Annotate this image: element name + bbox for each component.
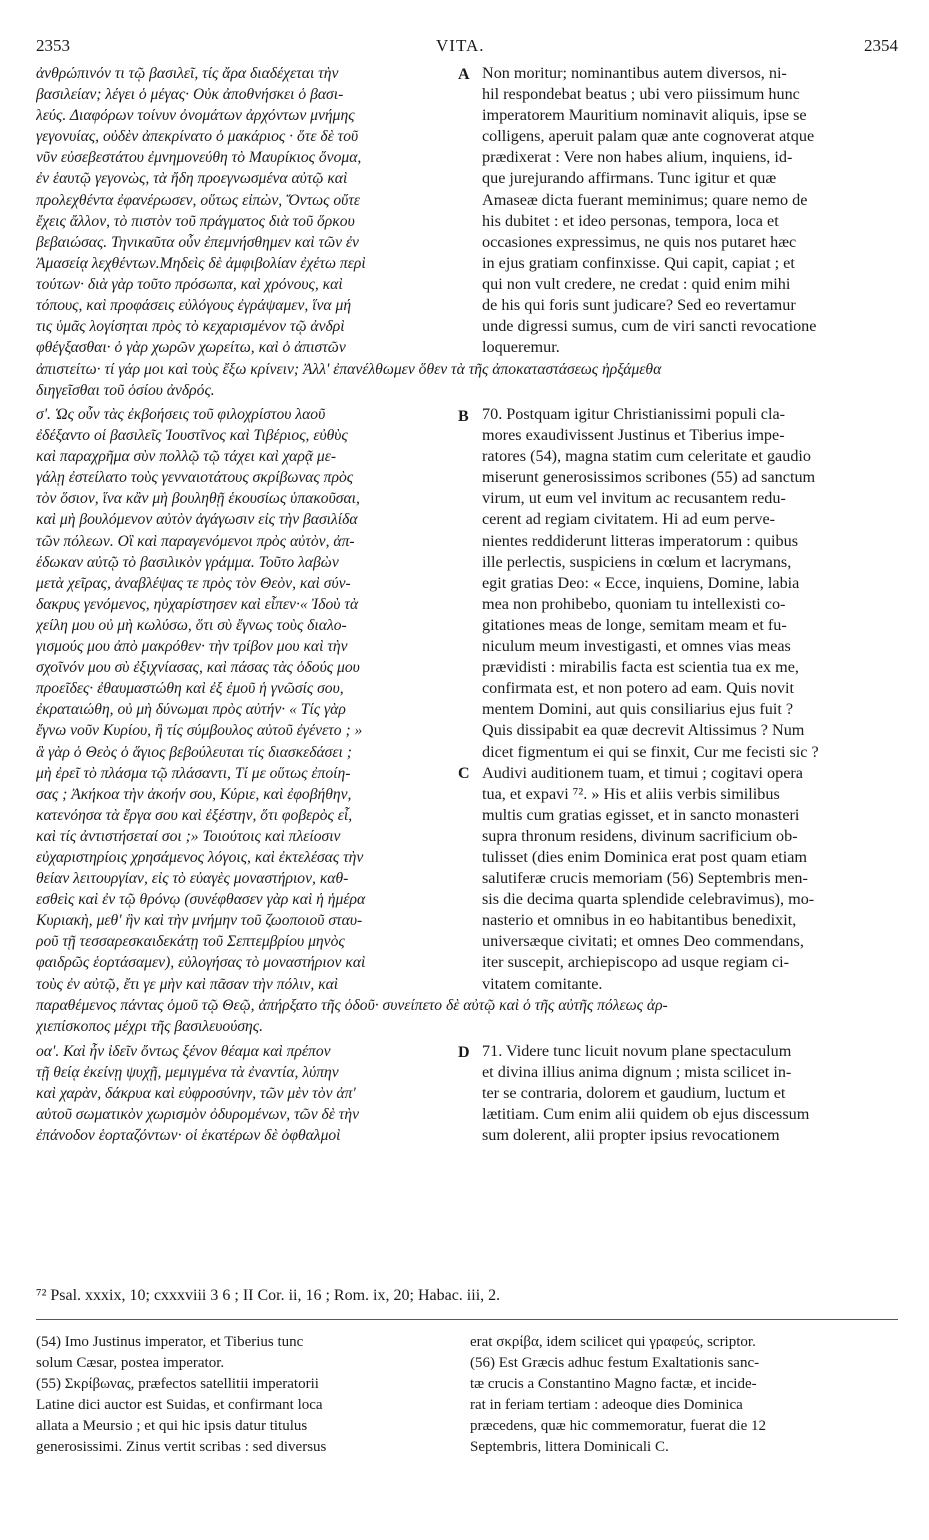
text-line: egit gratias Deo: « Ecce, inquiens, Domine, labia	[482, 573, 800, 592]
text-line: erat σκρίβα, idem scilicet qui γραφεύς, scriptor.	[470, 1334, 756, 1350]
text-line: sum dolerent, alii propter ipsius revocationem	[482, 1126, 780, 1145]
text-line: μετὰ χεῖρας, ἀναβλέψας τε πρὸς τὸν Θεὸν, καὶ σύν-	[36, 574, 351, 592]
text-line: καὶ χαρὰν, δάκρυα καὶ εὐφροσύνην, τῶν μὲν τὸν ἀπ'	[36, 1085, 356, 1103]
text-line: Ἀμασείᾳ λεχθέντων.Μηδεὶς δὲ ἀμφιβολίαν ἐχέτω περὶ	[36, 254, 366, 272]
text-line: ἔχεις ἄλλον, τὸ πιστὸν τοῦ πράγματος διὰ τοῦ ὅρκου	[36, 212, 355, 230]
latin-column-2	[482, 404, 894, 995]
text-line: prædixerat : Vere non habes alium, inquiens, id-	[482, 148, 793, 167]
text-line: 70. Postquam igitur Christianissimi populi cla-	[482, 405, 786, 423]
text-line: ἃ γὰρ ὁ Θεὸς ὁ ἅγιος βεβούλευται τίς διασκεδάσει ;	[36, 743, 352, 761]
text-line: σ'. Ὡς οὖν τὰς ἐκβοήσεις τοῦ φιλοχρίστου λαοῦ	[36, 406, 326, 423]
text-line: occasiones expressimus, ne quis nos putaret hæc	[482, 232, 797, 251]
text-line: τόπους, καὶ προφάσεις εὐλόγους ἐγράψαμεν, ἵνα μή	[36, 297, 352, 315]
text-line: Amaseæ dicta fuerant meminimus; quare nemo de	[482, 190, 808, 209]
text-line: vitatem comitante.	[482, 974, 603, 993]
text-line: ἐν ἑαυτῷ γεγονὼς, τὰ ἤδη προεγνωσμένα αὐτῷ καὶ	[36, 170, 348, 188]
text-line: sis die decima quarta splendide celebravimus), mo-	[482, 890, 815, 909]
text-line: unde digressi sumus, cum de viri sancti revocatione	[482, 317, 817, 336]
text-line: miserunt generosissimos scribones (55) ad sanctum	[482, 468, 816, 487]
text-line: τῇ θείᾳ ἐκείνῃ ψυχῇ, μεμιγμένα τὰ ἐναντία, λύπην	[36, 1064, 339, 1082]
text-line: εσθεὶς καὶ ἐν τῷ θρόνῳ (συνέφθασεν γὰρ καὶ ἡ ἡμέρα	[36, 891, 366, 909]
text-line: καὶ παραχρῆμα σὺν πολλῷ τῷ τάχει καὶ χαρᾷ με-	[36, 448, 337, 466]
text-line: (56) Est Græcis adhuc festum Exaltationis sanc-	[470, 1355, 760, 1372]
text-line: βεβαιώσας. Τηνικαῦτα οὖν ἐπεμνήσθημεν καὶ τῶν ἐν	[36, 233, 359, 251]
footnotes-right	[470, 1333, 898, 1460]
text-line: χείλη μου οὐ μὴ κωλύσω, ὅτι σὺ ἔγνως τοὺς διαλο-	[36, 616, 347, 634]
greek-full-width-1	[36, 359, 898, 401]
text-line: et divina illius anima dignum ; mista scilicet in-	[482, 1063, 792, 1082]
text-line: iter suscepit, archiepiscopo ad usque regiam ci-	[482, 953, 790, 972]
text-line: de his qui foris sunt judicare? Sed eo revertamur	[482, 296, 796, 315]
text-line: ille perlectis, suspiciens in cœlum et lacrymans,	[482, 552, 792, 571]
text-line: virum, ut eum vel invitum ac recusantem redu-	[482, 489, 786, 508]
text-line: colligens, aperuit palam quæ ante cognoverat atque	[482, 127, 815, 146]
text-line: supra thronum residens, divinum sacrificium ob-	[482, 826, 798, 845]
text-line: αὐτοῦ σωματικὸν χωρισμὸν ὀδυρομένων, τῶν δὲ τὴν	[36, 1106, 360, 1124]
text-line: εὐχαριστηρίοις χρησάμενος λόγοις, καὶ ἐκτελέσας τὴν	[36, 848, 364, 866]
text-line: salutiferæ crucis memoriam (56) Septembris men-	[482, 869, 808, 888]
text-line: gitationes meas de longe, semitam meam et fu-	[482, 615, 787, 634]
text-line: Κυριακὴ, μεθ' ἣν καὶ τὴν μνήμην τοῦ ζωοποιοῦ σταυ-	[36, 912, 363, 930]
text-line: imperatorem Mauritium nominavit aliquis, ipse se	[482, 106, 807, 125]
text-line: prævidisti : mirabilis facta est scientia tua ex me,	[482, 658, 799, 677]
text-line: οα'. Καὶ ἦν ἰδεῖν ὄντως ξένον θέαμα καὶ πρέπον	[36, 1043, 331, 1060]
text-line: ἐπάνοδον ἑορταζόντων· οἱ ἑκατέρων δὲ ὀφθαλμοὶ	[36, 1127, 341, 1145]
text-line: ἔγνω νοῦν Κυρίου, ἢ τίς σύμβουλος αὐτοῦ ἐγένετο ; »	[36, 722, 363, 740]
text-line: multis cum gratias egisset, et in sancto monasteri	[482, 805, 800, 824]
text-line: universæque civitati; et omnes Deo commendans,	[482, 932, 804, 951]
margin-marker-d: D	[458, 1044, 470, 1061]
text-line: niculum meum investigasti, et omnes vias meas	[482, 637, 791, 656]
footnote-separator	[36, 1319, 898, 1320]
text-line: præcedens, quæ hic commemoratur, fuerat die 12	[470, 1418, 766, 1435]
text-line: Audivi auditionem tuam, et timui ; cogitavi opera	[482, 763, 803, 782]
text-line: ἀνθρώπινόν τι τῷ βασιλεῖ, τίς ἄρα διαδέχεται τὴν	[36, 65, 339, 82]
margin-marker-c: C	[458, 765, 470, 782]
text-line: in ejus gratiam confinxisse. Qui capit, capiat ; et	[482, 253, 795, 272]
text-line: solum Cæsar, postea imperator.	[36, 1355, 225, 1372]
text-line: tua, et expavi ⁷². » His et aliis verbis similibus	[482, 784, 780, 803]
text-line: σχοῖνόν μου σὺ ἐξιχνίασας, καὶ πάσας τὰς ὁδούς μου	[36, 659, 360, 677]
scripture-references: ⁷² Psal. xxxix, 10; cxxxviii 3 6 ; II Cor. ii, 16 ; Rom. ix, 20; Habac. iii, 2.	[36, 1287, 501, 1304]
text-line: qui non vult credere, ne credat : quid enim mihi	[482, 274, 791, 293]
text-line: νῦν εὐσεβεστάτου ἐμνημονεύθη τὸ Μαυρίκιος ὄνομα,	[36, 149, 362, 167]
text-line: loqueremur.	[482, 338, 560, 357]
text-line: mores exaudivissent Justinus et Tiberius impe-	[482, 426, 785, 445]
text-line: Non moritur; nominantibus autem diversos, ni-	[482, 64, 787, 82]
text-line: dicet figmentum ei qui se finxit, Cur me fecisti sic ?	[482, 742, 819, 761]
text-line: ter se contraria, dolorem et gaudium, luctum et	[482, 1084, 786, 1103]
text-line: έδωκαν αὐτῷ τὸ βασιλικὸν γράμμα. Τοῦτο λαβὼν	[36, 553, 339, 571]
text-line: διηγεῖσθαι τοῦ ὁσίου ἀνδρός.	[36, 382, 215, 400]
text-line: θείαν λειτουργίαν, εἰς τὸ εὐαγὲς μοναστήριον, καθ-	[36, 870, 349, 888]
text-line: nasterio et omnibus in eo habitantibus benedixit,	[482, 911, 797, 930]
text-line: Latine dici auctor est Suidas, et confirmant loca	[36, 1397, 323, 1414]
greek-column-3	[36, 1041, 462, 1146]
text-line: τις ὑμᾶς λογίσηται πρὸς τὸ κεχαρισμένον τῷ ἀνδρὶ	[36, 318, 345, 336]
greek-column-2	[36, 404, 462, 995]
text-line: nientes reddiderunt litteras imperatorum : quibus	[482, 531, 799, 550]
text-line: Septembris, littera Dominicali C.	[470, 1439, 669, 1456]
text-line: Quis dissipabit ea quæ decrevit Altissimus ? Num	[482, 721, 805, 740]
text-line: his dubitet : et ideo personas, tempora, loca et	[482, 211, 779, 230]
text-line: λεύς. Διαφόρων τοίνυν ὀνομάτων ἀρχόντων μνήμης	[36, 107, 355, 125]
text-line: γάλῃ ἐστείλατο τοὺς γενναιοτάτους σκρίβωνας πρὸς	[36, 469, 354, 487]
text-line: δακρυς γενόμενος, ηὐχαρίστησεν καὶ εἶπεν·« Ἰδοὺ τὰ	[36, 595, 359, 613]
page-number-right: 2354	[864, 36, 898, 55]
footnotes-left	[36, 1333, 466, 1460]
text-line: cerent ad regiam civitatem. Hi ad eum perve-	[482, 510, 776, 529]
text-line: tæ crucis a Constantino Magno factæ, et incide-	[470, 1376, 757, 1393]
running-title: VITA.	[436, 36, 485, 55]
latin-column-1	[482, 63, 894, 358]
text-line: ροῦ τῇ τεσσαρεσκαιδεκάτῃ τοῦ Σεπτεμβρίου μηνὸς	[36, 933, 345, 951]
text-line: γισμούς μου ἀπὸ μακρόθεν· τὴν τρίβον μου καὶ τὴν	[36, 638, 348, 656]
text-line: que jurejurando affirmans. Tunc igitur et quæ	[482, 169, 777, 188]
text-line: καὶ μὴ βουλόμενον αὐτὸν ἀγάγωσιν εἰς τὴν βασιλίδα	[36, 511, 358, 529]
text-line: τοὺς ἐν αὐτῷ, ἔτι γε μὴν καὶ πᾶσαν τὴν πόλιν, καὶ	[36, 975, 339, 993]
greek-full-width-2	[36, 995, 898, 1037]
text-line: tulisset (dies enim Dominica erat post quam etiam	[482, 847, 808, 866]
text-line: προλεχθέντα ἐφανέρωσεν, οὕτως εἰπὼν, Ὄντως οὔτε	[36, 191, 361, 209]
text-line: ἐδέξαντο οἱ βασιλεῖς Ἰουστῖνος καὶ Τιβέριος, εὐθὺς	[36, 427, 348, 445]
margin-marker-b: B	[458, 408, 469, 425]
page-number-left: 2353	[36, 36, 70, 55]
text-line: καὶ τίς ἀντιστήσεταί σοι ;» Τοιούτοις καὶ πλείοσιν	[36, 827, 341, 845]
text-line: mentem Domini, aut quis consiliarius ejus fuit ?	[482, 700, 794, 719]
text-line: βασιλείαν; λέγει ὁ μέγας· Οὐκ ἀποθνήσκει ὁ βασι-	[36, 86, 344, 104]
text-line: σας ; Ἀκήκοα τὴν ἀκοήν σου, Κύριε, καὶ ἐφοβήθην,	[36, 785, 352, 803]
text-line: confirmata est, et non potero ad eam. Quis novit	[482, 679, 794, 698]
text-line: χιεπίσκοπος μέχρι τῆς βασιλευούσης.	[36, 1018, 264, 1036]
text-line: (55) Σκρίβωνας, præfectos satellitii imperatorii	[36, 1376, 319, 1393]
text-line: ἐκραταιώθη, οὐ μὴ δύνωμαι πρὸς αὐτήν· « Τίς γὰρ	[36, 701, 346, 719]
text-line: ratores (54), magna statim cum celeritate et gaudio	[482, 447, 812, 466]
text-line: προεῖδες· ἐθαυμαστώθη καὶ ἐξ ἐμοῦ ἡ γνῶσίς σου,	[36, 680, 344, 698]
margin-marker-a: A	[458, 66, 470, 83]
text-line: κατενόησα τὰ ἔργα σου καὶ ἐξέστην, ὅτι φοβερὸς εἶ,	[36, 806, 353, 824]
text-line: παραθέμενος πάντας ὁμοῦ τῷ Θεῷ, ἀπήρξατο τῆς ὁδοῦ· συνείπετο δὲ αὐτῷ καὶ ὁ τῆς αὐτῆς πόλεως ἀρ-	[36, 997, 668, 1014]
text-line: mea non prohibebo, quoniam tu intellexisti co-	[482, 594, 786, 613]
text-line: rat in feriam tertiam : adeoque dies Dominica	[470, 1397, 743, 1414]
text-line: τῶν πόλεων. Οἳ καὶ παραγενόμενοι πρὸς αὐτὸν, ἀπ-	[36, 532, 355, 550]
text-line: φθέγξασθαι· ὁ γὰρ χωρῶν χωρείτω, καὶ ὁ ἀπιστῶν	[36, 339, 346, 357]
text-line: lætitiam. Cum enim alii quidem ob ejus discessum	[482, 1105, 810, 1124]
text-line: 71. Videre tunc licuit novum plane spectaculum	[482, 1042, 792, 1060]
text-line: hil respondebat beatus ; ubi vero piissimum hunc	[482, 85, 800, 104]
text-line: allata a Meursio ; et qui hic ipsis datur titulus	[36, 1418, 308, 1435]
text-line: τὸν ὅσιον, ἵνα κἂν μὴ βουληθῇ ἑκουσίως ὑπακοῦσαι,	[36, 490, 360, 508]
greek-column-1	[36, 63, 462, 358]
text-line: (54) Imo Justinus imperator, et Tiberius tunc	[36, 1334, 304, 1350]
latin-column-3	[482, 1041, 894, 1146]
text-line: μὴ ἐρεῖ τὸ πλάσμα τῷ πλάσαντι, Τί με οὕτως ἐποίη-	[36, 764, 351, 782]
text-line: φαιδρῶς ἑορτάσαμεν), εὐλογήσας τὸ μοναστήριον καὶ	[36, 954, 366, 972]
text-line: generosissimi. Zinus vertit scribas : sed diversus	[36, 1439, 327, 1456]
running-header	[36, 36, 898, 60]
text-line: ἀπιστείτω· τί γάρ μοι καὶ τοὺς ἔξω κρίνειν; Ἀλλ' ἐπανέλθωμεν ὅθεν τὰ τῆς ἀποκαταστάσεως ἠρξάμεθα	[36, 361, 662, 378]
text-line: τούτων· διὰ γὰρ τοῦτο πρόσωπα, καὶ χρόνους, καὶ	[36, 275, 343, 293]
text-line: γεγονυίας, οὐδὲν ἀπεκρίνατο ὁ μακάριος · ὅτε δὲ τοῦ	[36, 128, 359, 146]
